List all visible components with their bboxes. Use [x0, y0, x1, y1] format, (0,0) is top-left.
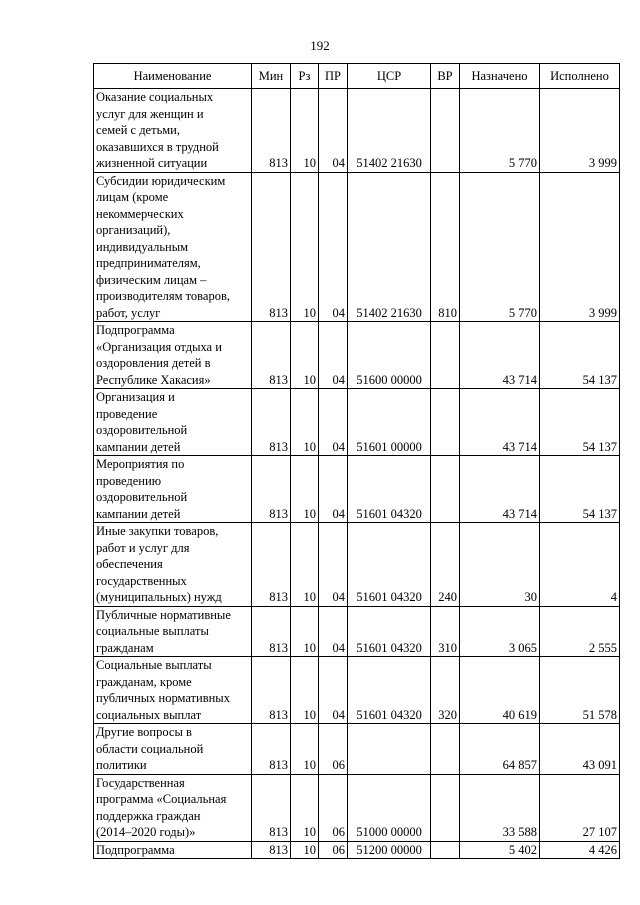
row-name-line: некоммерческих: [96, 206, 184, 221]
table-row: [94, 774, 620, 841]
row-name-line: оказавшихся в трудной: [96, 139, 219, 154]
row-pr: 06: [319, 774, 348, 841]
row-name-line: области социальной: [96, 741, 204, 756]
row-min: 813: [252, 172, 291, 322]
row-name-line: производителям товаров,: [96, 289, 230, 303]
row-executed: 54 137: [540, 322, 620, 389]
table-row: [94, 606, 620, 657]
row-min: 813: [252, 456, 291, 523]
row-name: [94, 774, 252, 841]
row-rz: 10: [291, 841, 319, 859]
row-min: 813: [252, 841, 291, 859]
row-name-line: поддержка граждан: [96, 808, 201, 823]
header-min: Мин: [252, 64, 291, 89]
row-name-line: работ и услуг для: [96, 540, 190, 555]
header-row: [94, 64, 620, 89]
row-name: [94, 606, 252, 657]
row-vr: 810: [431, 172, 460, 322]
row-name-line: проведение: [96, 406, 158, 421]
row-name-line: гражданам, кроме: [96, 674, 192, 689]
table-row: [94, 322, 620, 389]
row-name-line: оздоровительной: [96, 490, 188, 504]
row-vr: [431, 389, 460, 456]
table-row: [94, 389, 620, 456]
row-executed: 51 578: [540, 657, 620, 724]
row-name: [94, 89, 252, 173]
row-name-line: Публичные нормативные: [96, 607, 231, 622]
row-name-line: публичных нормативных: [96, 691, 230, 705]
row-rz: 10: [291, 89, 319, 173]
row-name-line: Другие вопросы в: [96, 725, 192, 739]
row-vr: [431, 841, 460, 859]
row-name: [94, 841, 252, 859]
row-name-line: (2014–2020 годы)»: [96, 825, 196, 839]
row-executed: 54 137: [540, 389, 620, 456]
row-pr: 04: [319, 523, 348, 607]
row-executed: 54 137: [540, 456, 620, 523]
row-name-line: программа «Социальная: [96, 792, 227, 806]
row-vr: [431, 456, 460, 523]
row-name-line: Подпрограмма: [96, 842, 175, 857]
row-pr: 06: [319, 724, 348, 775]
row-name-line: социальные выплаты: [96, 624, 209, 638]
header-csr: ЦСР: [348, 64, 431, 89]
row-name-line: Республике Хакасия»: [96, 372, 211, 387]
row-csr: 51601 04320: [348, 606, 431, 657]
row-name-line: проведению: [96, 473, 162, 488]
row-name: [94, 172, 252, 322]
row-min: 813: [252, 606, 291, 657]
row-csr: 51000 00000: [348, 774, 431, 841]
row-name-line: Мероприятия по: [96, 457, 185, 471]
row-rz: 10: [291, 456, 319, 523]
row-name-line: работ, услуг: [96, 305, 161, 320]
row-name-line: (муниципальных) нужд: [96, 590, 222, 604]
row-rz: 10: [291, 657, 319, 724]
table-row: [94, 456, 620, 523]
row-assigned: 43 714: [460, 456, 540, 523]
page-number: 192: [310, 38, 330, 53]
row-assigned: 43 714: [460, 389, 540, 456]
row-name-line: кампании детей: [96, 506, 181, 521]
row-min: 813: [252, 657, 291, 724]
row-csr: 51601 04320: [348, 657, 431, 724]
row-pr: 04: [319, 89, 348, 173]
budget-table: [93, 63, 620, 859]
row-name-line: обеспечения: [96, 557, 163, 571]
header-rz: Рз: [291, 64, 319, 89]
row-pr: 04: [319, 456, 348, 523]
row-assigned: 40 619: [460, 657, 540, 724]
row-rz: 10: [291, 774, 319, 841]
row-rz: 10: [291, 724, 319, 775]
row-executed: 2 555: [540, 606, 620, 657]
row-name-line: Организация и: [96, 390, 175, 404]
row-assigned: 43 714: [460, 322, 540, 389]
table-row: [94, 657, 620, 724]
row-executed: 4 426: [540, 841, 620, 859]
row-vr: [431, 322, 460, 389]
row-csr: 51601 04320: [348, 456, 431, 523]
row-name-line: индивидуальным: [96, 239, 189, 254]
row-name-line: социальных выплат: [96, 707, 202, 722]
row-rz: 10: [291, 523, 319, 607]
row-executed: 43 091: [540, 724, 620, 775]
row-assigned: 5 770: [460, 172, 540, 322]
row-name-line: услуг для женщин и: [96, 106, 204, 121]
row-executed: 4: [540, 523, 620, 607]
row-name-line: предпринимателям,: [96, 256, 201, 270]
row-name-line: семей с детьми,: [96, 123, 180, 137]
row-pr: 04: [319, 322, 348, 389]
row-pr: 06: [319, 841, 348, 859]
row-vr: [431, 774, 460, 841]
row-pr: 04: [319, 657, 348, 724]
row-assigned: 5 770: [460, 89, 540, 173]
row-name: [94, 456, 252, 523]
row-name-line: «Организация отдыха и: [96, 339, 222, 354]
row-name-line: Социальные выплаты: [96, 658, 212, 672]
row-name-line: Государственная: [96, 775, 185, 790]
row-assigned: 5 402: [460, 841, 540, 859]
header-name: Наименование: [94, 64, 252, 89]
row-assigned: 64 857: [460, 724, 540, 775]
row-name: [94, 657, 252, 724]
row-name: [94, 389, 252, 456]
row-name-line: оздоровления детей в: [96, 356, 211, 370]
row-executed: 27 107: [540, 774, 620, 841]
row-vr: 320: [431, 657, 460, 724]
row-min: 813: [252, 322, 291, 389]
table-row: [94, 172, 620, 322]
row-assigned: 30: [460, 523, 540, 607]
row-csr: 51600 00000: [348, 322, 431, 389]
row-name-line: кампании детей: [96, 439, 181, 454]
row-csr: 51601 00000: [348, 389, 431, 456]
row-name: [94, 724, 252, 775]
row-name-line: государственных: [96, 573, 187, 588]
header-executed: Исполнено: [540, 64, 620, 89]
header-vr: ВР: [431, 64, 460, 89]
row-name-line: жизненной ситуации: [96, 156, 208, 170]
row-vr: [431, 724, 460, 775]
row-csr: 51200 00000: [348, 841, 431, 859]
row-vr: 310: [431, 606, 460, 657]
row-rz: 10: [291, 322, 319, 389]
row-name-line: организаций),: [96, 223, 171, 237]
row-min: 813: [252, 89, 291, 173]
row-name-line: оздоровительной: [96, 423, 188, 437]
row-pr: 04: [319, 172, 348, 322]
row-rz: 10: [291, 389, 319, 456]
row-min: 813: [252, 724, 291, 775]
row-name-line: гражданам: [96, 640, 154, 655]
row-pr: 04: [319, 606, 348, 657]
row-assigned: 33 588: [460, 774, 540, 841]
row-name-line: физическим лицам –: [96, 272, 207, 287]
table-row: [94, 724, 620, 775]
row-name-line: Субсидии юридическим: [96, 173, 226, 188]
row-name-line: Иные закупки товаров,: [96, 524, 219, 538]
row-csr: [348, 724, 431, 775]
table-body: [94, 89, 620, 859]
row-name-line: Оказание социальных: [96, 90, 214, 104]
row-name-line: Подпрограмма: [96, 323, 175, 337]
header-pr: ПР: [319, 64, 348, 89]
row-rz: 10: [291, 606, 319, 657]
row-executed: 3 999: [540, 89, 620, 173]
row-csr: 51402 21630: [348, 172, 431, 322]
header-assigned: Назначено: [460, 64, 540, 89]
row-assigned: 3 065: [460, 606, 540, 657]
row-vr: 240: [431, 523, 460, 607]
row-name-line: политики: [96, 758, 147, 772]
row-csr: 51601 04320: [348, 523, 431, 607]
table-row: [94, 841, 620, 859]
table-row: [94, 89, 620, 173]
row-min: 813: [252, 774, 291, 841]
row-vr: [431, 89, 460, 173]
row-min: 813: [252, 523, 291, 607]
row-min: 813: [252, 389, 291, 456]
table-row: [94, 523, 620, 607]
row-name: [94, 523, 252, 607]
row-name: [94, 322, 252, 389]
row-rz: 10: [291, 172, 319, 322]
row-name-line: лицам (кроме: [96, 190, 169, 204]
row-pr: 04: [319, 389, 348, 456]
row-csr: 51402 21630: [348, 89, 431, 173]
row-executed: 3 999: [540, 172, 620, 322]
